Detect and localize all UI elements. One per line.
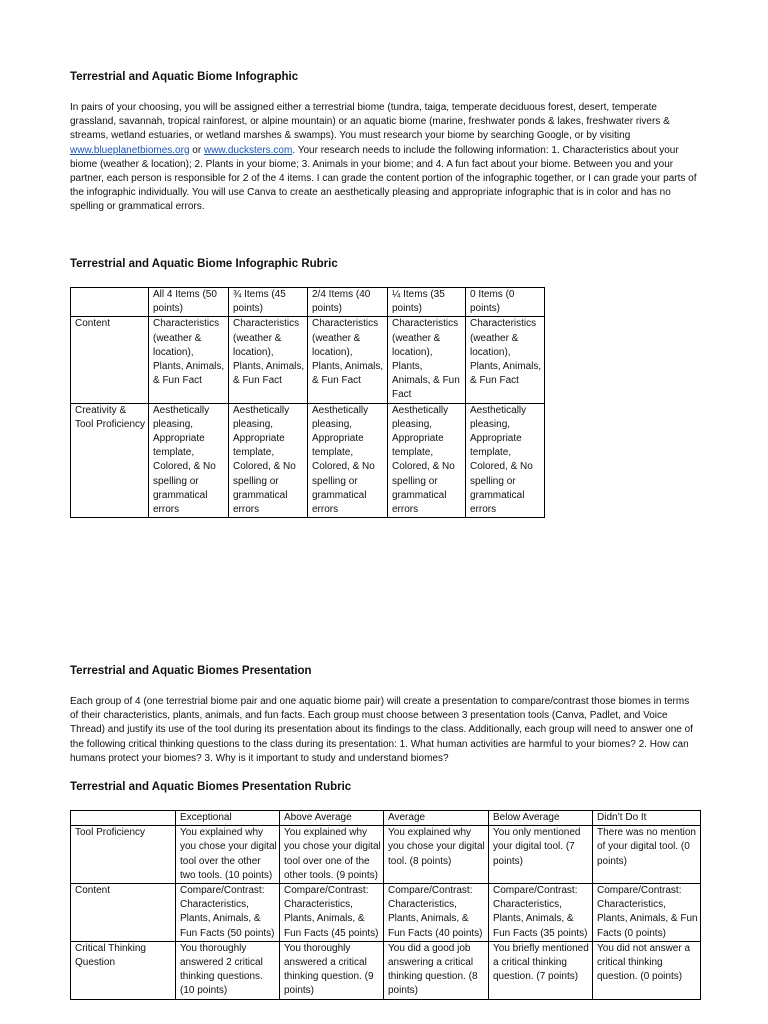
- row-label: Critical Thinking Question: [71, 941, 176, 999]
- table-row: [71, 403, 545, 518]
- rubric-header-cell: ¼ Items (35 points): [388, 288, 466, 317]
- rubric-header-cell: [71, 811, 176, 826]
- table-cell: Compare/Contrast: Characteristics, Plants, Animals, & Fun Facts (45 points): [280, 884, 384, 942]
- table-cell: You explained why you chose your digital tool over one of the other tools. (9 points): [280, 826, 384, 884]
- table-cell: Characteristics (weather & location), Plants, Animals, & Fun Fact: [308, 317, 388, 403]
- rubric-header-row: [71, 811, 701, 826]
- table-cell: Compare/Contrast: Characteristics, Plants, Animals, & Fun Facts (0 points): [593, 884, 701, 942]
- instructions-or: or: [189, 144, 204, 156]
- table-cell: Compare/Contrast: Characteristics, Plants, Animals, & Fun Facts (50 points): [176, 884, 280, 942]
- rubric-header-cell: Above Average: [280, 811, 384, 826]
- table-cell: You thoroughly answered a critical thinking question. (9 points): [280, 941, 384, 999]
- rubric-header-cell: Didn’t Do It: [593, 811, 701, 826]
- rubric-header-row: [71, 288, 545, 317]
- rubric-header-cell: Below Average: [489, 811, 593, 826]
- table-cell: Characteristics (weather & location), Plants, Animals, & Fun Fact: [149, 317, 229, 403]
- row-label: Content: [71, 884, 176, 942]
- table-cell: Aesthetically pleasing, Appropriate template, Colored, & No spelling or grammatical errors: [388, 403, 466, 518]
- table-cell: Compare/Contrast: Characteristics, Plants, Animals, & Fun Facts (35 points): [489, 884, 593, 942]
- rubric-header-cell: [71, 288, 149, 317]
- table-cell: You only mentioned your digital tool. (7 points): [489, 826, 593, 884]
- table-cell: You explained why you chose your digital tool. (8 points): [384, 826, 489, 884]
- table-cell: You explained why you chose your digital tool over the other two tools. (10 points): [176, 826, 280, 884]
- presentation-title: Terrestrial and Aquatic Biomes Presentation: [70, 665, 312, 677]
- table-row: [71, 317, 545, 403]
- table-cell: You briefly mentioned a critical thinking question. (7 points): [489, 941, 593, 999]
- table-cell: Aesthetically pleasing, Appropriate template, Colored, & No spelling or grammatical errors: [149, 403, 229, 518]
- row-label: Creativity & Tool Proficiency: [71, 403, 149, 518]
- table-row: [71, 826, 701, 884]
- table-cell: Characteristics (weather & location), Plants, Animals, & Fun Fact: [229, 317, 308, 403]
- infographic-rubric-table: [70, 287, 545, 518]
- table-cell: Compare/Contrast: Characteristics, Plants, Animals, & Fun Facts (40 points): [384, 884, 489, 942]
- table-cell: You thoroughly answered 2 critical thinking questions. (10 points): [176, 941, 280, 999]
- table-cell: You did not answer a critical thinking question. (0 points): [593, 941, 701, 999]
- table-row: [71, 941, 701, 999]
- instructions-text-part1: In pairs of your choosing, you will be assigned either a terrestrial biome (tundra, taiga, temperate deciduous forest, desert, temperate grassland, savannah, tropical rainforest, or alpine mountain) or an aquatic biome (marine, freshwater ponds & lakes, freshwater rivers & streams, wetland estuaries, or wetland marshes & swamps). You must research your biome by searching Google, or by visiting: [70, 102, 670, 142]
- rubric-header-cell: 0 Items (0 points): [466, 288, 545, 317]
- infographic-instructions: [70, 101, 700, 215]
- presentation-instructions: Each group of 4 (one terrestrial biome pair and one aquatic biome pair) will create a presentation to compare/contrast those biomes in terms of their characteristics, plants, animals, and fun facts. Each group must choose between 3 presentation tools (Canva, Padlet, and Voice Thread) and justify its use of the tool during its presentation about its findings to the class. Additionally, each group will need to answer one of the following critical thinking questions to the class during its presentation: 1. What human activities are harmful to your biomes? 2. How can humans protect your biomes? 3. Why is it important to study and understand biomes?: [70, 696, 693, 764]
- row-label: Tool Proficiency: [71, 826, 176, 884]
- infographic-rubric-title: Terrestrial and Aquatic Biome Infographic Rubric: [70, 258, 338, 270]
- rubric-header-cell: 2/4 Items (40 points): [308, 288, 388, 317]
- table-cell: Aesthetically pleasing, Appropriate template, Colored, & No spelling or grammatical errors: [308, 403, 388, 518]
- rubric-header-cell: Exceptional: [176, 811, 280, 826]
- presentation-rubric-title: Terrestrial and Aquatic Biomes Presentation Rubric: [70, 781, 352, 793]
- table-row: [71, 884, 701, 942]
- table-cell: Characteristics (weather & location), Plants, Animals, & Fun Fact: [388, 317, 466, 403]
- row-label: Content: [71, 317, 149, 403]
- table-cell: Characteristics (weather & location), Plants, Animals, & Fun Fact: [466, 317, 545, 403]
- rubric-header-cell: All 4 Items (50 points): [149, 288, 229, 317]
- table-cell: Aesthetically pleasing, Appropriate template, Colored, & No spelling or grammatical errors: [229, 403, 308, 518]
- ducksters-link[interactable]: www.ducksters.com: [203, 144, 293, 156]
- table-cell: You did a good job answering a critical thinking question. (8 points): [384, 941, 489, 999]
- rubric-header-cell: Average: [384, 811, 489, 826]
- blueplanetbiomes-link[interactable]: www.blueplanetbiomes.org: [70, 144, 190, 156]
- instructions-text-part2: . Your research needs to include the following information: 1. Characteristics about your biome (weather & location); 2. Plants in your biome; 3. Animals in your biome; and 4. A fun fact about your biome. Between you and your partner, each person is responsible for 2 of the 4 items. I can grade the content portion of the infographic together, or I can grade your parts of the infographic individually. You will use Canva to create an aesthetically pleasing and appropriate infographic that is in color and has no spelling or grammatical errors.: [70, 144, 697, 213]
- table-cell: Aesthetically pleasing, Appropriate template, Colored, & No spelling or grammatical errors: [466, 403, 545, 518]
- rubric-header-cell: ¾ Items (45 points): [229, 288, 308, 317]
- infographic-title: Terrestrial and Aquatic Biome Infographic: [70, 71, 299, 83]
- table-cell: There was no mention of your digital tool. (0 points): [593, 826, 701, 884]
- presentation-rubric-table: [70, 810, 701, 1000]
